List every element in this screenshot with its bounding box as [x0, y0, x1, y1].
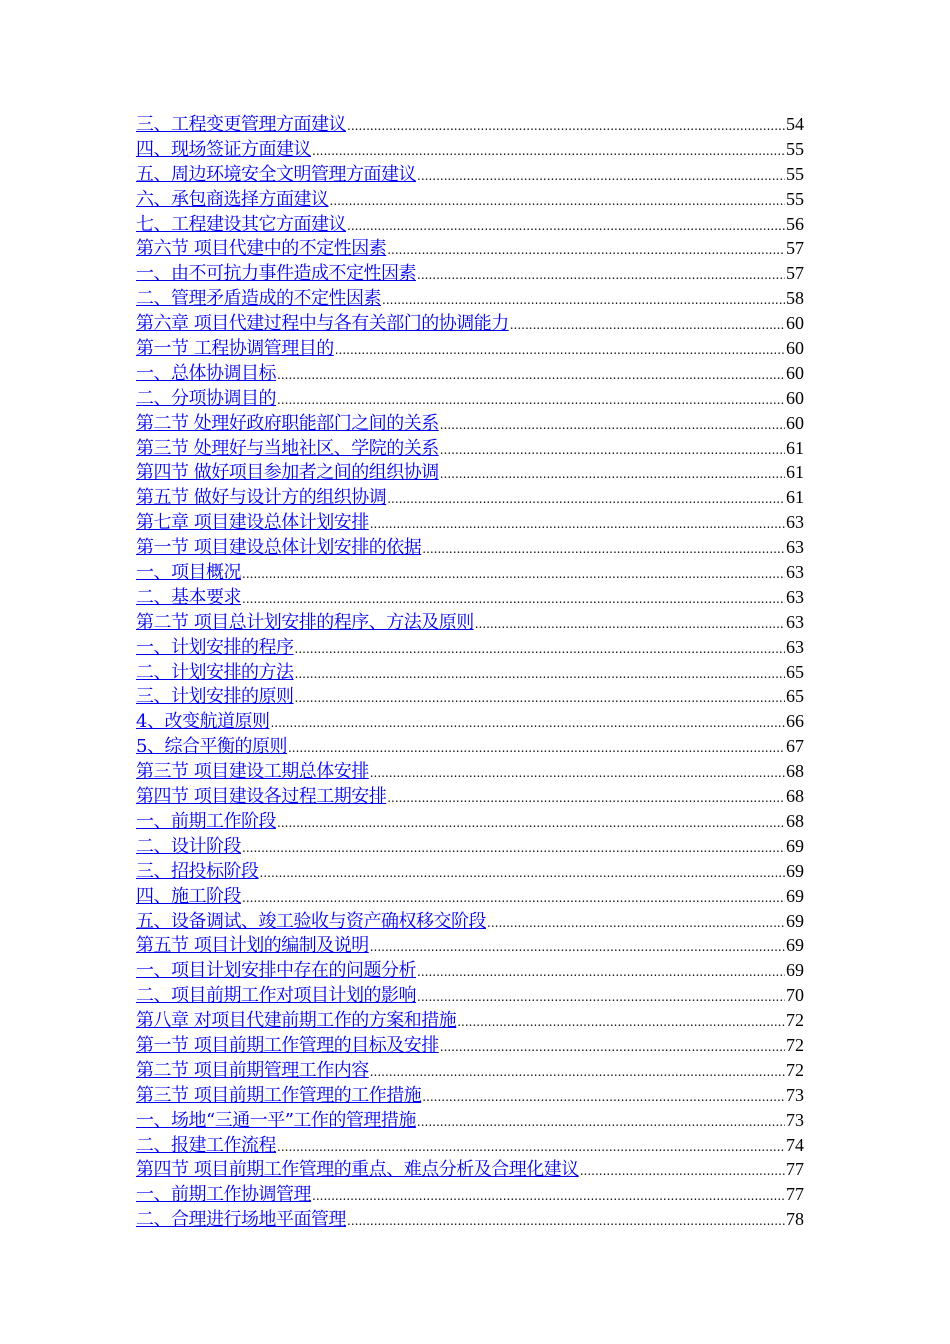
toc-entry[interactable]	[136, 709, 804, 734]
toc-entry-link[interactable]: 第六节 项目代建中的不定性因素	[136, 238, 387, 260]
toc-dot-leader	[242, 587, 785, 612]
toc-dot-leader	[487, 911, 785, 936]
toc-entry-link[interactable]: 第一节 工程协调管理目的	[136, 338, 334, 360]
toc-entry-link[interactable]: 第三节 项目建设工期总体安排	[136, 761, 369, 783]
toc-page-number: 78	[786, 1209, 804, 1230]
toc-page-number: 55	[786, 188, 804, 209]
toc-entry[interactable]	[136, 1033, 804, 1058]
toc-page-number: 72	[786, 1010, 804, 1031]
toc-entry[interactable]	[136, 1207, 804, 1232]
toc-entry-link[interactable]: 第五节 项目计划的编制及说明	[136, 935, 369, 957]
toc-page-number: 63	[786, 512, 804, 533]
toc-page-number: 72	[786, 1059, 804, 1080]
toc-dot-leader	[580, 1159, 785, 1184]
toc-dot-leader	[387, 238, 785, 263]
toc-entry-link[interactable]: 一、前期工作阶段	[136, 810, 276, 832]
toc-dot-leader	[422, 1085, 785, 1110]
toc-page-number: 54	[786, 114, 804, 134]
toc-page-number: 63	[786, 537, 804, 558]
toc-entry-link[interactable]: 二、合理进行场地平面管理	[136, 1209, 346, 1231]
toc-entry[interactable]	[136, 411, 804, 436]
toc-entry-link[interactable]: 七、工程建设其它方面建议	[136, 213, 346, 235]
toc-entry-link[interactable]: 一、场地“三通一平”工作的管理措施	[136, 1109, 416, 1131]
toc-entry-link[interactable]: 第六章 项目代建过程中与各有关部门的协调能力	[136, 313, 509, 335]
toc-page-number: 55	[786, 163, 804, 184]
toc-entry[interactable]	[136, 660, 804, 685]
toc-page-number: 58	[786, 288, 804, 309]
toc-entry[interactable]	[136, 1008, 804, 1033]
toc-page-number: 68	[786, 786, 804, 807]
toc-dot-leader	[382, 288, 785, 313]
toc-dot-leader	[312, 139, 785, 164]
toc-entry-link[interactable]: 第三节 处理好与当地社区、学院的关系	[136, 437, 439, 459]
toc-entry-link[interactable]: 第一节 项目建设总体计划安排的依据	[136, 537, 422, 559]
toc-page-number: 60	[786, 338, 804, 359]
toc-page-number: 63	[786, 562, 804, 583]
toc-page-number: 60	[786, 387, 804, 408]
toc-dot-leader	[370, 512, 785, 537]
toc-dot-leader	[440, 1035, 785, 1060]
toc-page-number: 61	[786, 437, 804, 458]
toc-entry[interactable]	[136, 261, 804, 286]
toc-entry-link[interactable]: 四、施工阶段	[136, 885, 241, 907]
toc-entry[interactable]	[136, 361, 804, 386]
toc-page-number: 74	[786, 1134, 804, 1155]
toc-entry-link[interactable]: 三、招投标阶段	[136, 860, 259, 882]
toc-dot-leader	[277, 388, 785, 413]
toc-dot-leader	[417, 960, 785, 985]
toc-page-number: 61	[786, 487, 804, 508]
toc-entry-link[interactable]: 二、项目前期工作对项目计划的影响	[136, 985, 416, 1007]
toc-entry-link[interactable]: 五、周边环境安全文明管理方面建议	[136, 163, 416, 185]
toc-dot-leader	[440, 413, 785, 438]
toc-entry[interactable]	[136, 909, 804, 934]
toc-page-number: 70	[786, 985, 804, 1006]
toc-entry[interactable]	[136, 884, 804, 909]
toc-dot-leader	[440, 462, 785, 487]
toc-page-number: 68	[786, 810, 804, 831]
toc-page-number: 60	[786, 362, 804, 383]
toc-dot-leader	[295, 686, 786, 711]
toc-page-number: 77	[786, 1159, 804, 1180]
toc-entry[interactable]	[136, 311, 804, 336]
toc-page-number: 56	[786, 213, 804, 234]
toc-entry[interactable]	[136, 560, 804, 585]
toc-page-number: 65	[786, 686, 804, 707]
toc-entry-link[interactable]: 第二节 项目前期管理工作内容	[136, 1059, 369, 1081]
toc-entry-link[interactable]: 一、项目计划安排中存在的问题分析	[136, 960, 416, 982]
toc-entry-link[interactable]: 第二节 项目总计划安排的程序、方法及原则	[136, 611, 474, 633]
toc-page-number: 69	[786, 885, 804, 906]
toc-entry[interactable]	[136, 510, 804, 535]
table-of-contents	[136, 112, 804, 1232]
toc-dot-leader	[242, 836, 785, 861]
toc-entry[interactable]	[136, 1058, 804, 1083]
toc-entry[interactable]	[136, 137, 804, 162]
toc-dot-leader	[387, 487, 785, 512]
toc-entry-link[interactable]: 一、总体协调目标	[136, 362, 276, 384]
toc-dot-leader	[260, 861, 786, 886]
toc-dot-leader	[288, 736, 785, 761]
toc-entry-link[interactable]: 二、管理矛盾造成的不定性因素	[136, 288, 381, 310]
toc-entry[interactable]	[136, 236, 804, 261]
toc-page-number: 66	[786, 711, 804, 732]
toc-dot-leader	[475, 612, 785, 637]
toc-entry-link[interactable]: 二、分项协调目的	[136, 387, 276, 409]
toc-dot-leader	[242, 562, 785, 587]
toc-entry-link[interactable]: 一、由不可抗力事件造成不定性因素	[136, 263, 416, 285]
toc-dot-leader	[510, 313, 785, 338]
toc-page-number: 69	[786, 860, 804, 881]
toc-dot-leader	[417, 263, 785, 288]
toc-page-number: 61	[786, 462, 804, 483]
toc-page-number: 69	[786, 935, 804, 956]
toc-page-number: 72	[786, 1034, 804, 1055]
toc-dot-leader	[347, 114, 785, 139]
toc-entry[interactable]	[136, 1157, 804, 1182]
toc-page-number: 73	[786, 1109, 804, 1130]
toc-entry[interactable]	[136, 958, 804, 983]
toc-entry-link[interactable]: 六、承包商选择方面建议	[136, 188, 329, 210]
toc-dot-leader	[312, 1184, 785, 1209]
toc-page-number: 63	[786, 611, 804, 632]
toc-entry[interactable]	[136, 162, 804, 187]
toc-entry[interactable]	[136, 834, 804, 859]
toc-dot-leader	[295, 637, 786, 662]
toc-page-number: 68	[786, 761, 804, 782]
toc-page-number: 65	[786, 661, 804, 682]
toc-page-number: 60	[786, 412, 804, 433]
toc-dot-leader	[295, 662, 786, 687]
toc-entry-link[interactable]: 二、计划安排的方法	[136, 661, 294, 683]
toc-entry[interactable]	[136, 286, 804, 311]
toc-page-number: 57	[786, 263, 804, 284]
toc-entry[interactable]	[136, 336, 804, 361]
toc-dot-leader	[370, 935, 785, 960]
toc-dot-leader	[370, 761, 785, 786]
toc-dot-leader	[387, 786, 785, 811]
toc-page-number: 69	[786, 960, 804, 981]
toc-entry-link[interactable]: 第五节 做好与设计方的组织协调	[136, 487, 387, 509]
toc-dot-leader	[417, 164, 785, 189]
toc-dot-leader	[335, 338, 785, 363]
toc-entry-link[interactable]: 第二节 处理好政府职能部门之间的关系	[136, 412, 439, 434]
toc-entry[interactable]	[136, 585, 804, 610]
toc-entry[interactable]	[136, 809, 804, 834]
toc-entry[interactable]	[136, 1083, 804, 1108]
toc-entry-link[interactable]: 三、工程变更管理方面建议	[136, 114, 346, 135]
toc-page-number: 77	[786, 1184, 804, 1205]
toc-entry-link[interactable]: 三、计划安排的原则	[136, 686, 294, 708]
toc-page-number: 63	[786, 636, 804, 657]
toc-dot-leader	[330, 189, 786, 214]
toc-entry-link[interactable]: 一、前期工作协调管理	[136, 1184, 311, 1206]
toc-entry[interactable]	[136, 460, 804, 485]
toc-entry[interactable]	[136, 784, 804, 809]
toc-dot-leader	[417, 1110, 785, 1135]
toc-entry[interactable]	[136, 610, 804, 635]
toc-page-number: 73	[786, 1084, 804, 1105]
toc-entry[interactable]	[136, 859, 804, 884]
toc-entry[interactable]	[136, 436, 804, 461]
toc-page-number: 60	[786, 313, 804, 334]
toc-entry-link[interactable]: 二、设计阶段	[136, 835, 241, 857]
toc-entry[interactable]	[136, 485, 804, 510]
toc-dot-leader	[422, 537, 785, 562]
toc-entry[interactable]	[136, 386, 804, 411]
toc-dot-leader	[417, 985, 785, 1010]
toc-dot-leader	[277, 1135, 785, 1160]
toc-entry[interactable]	[136, 187, 804, 212]
toc-entry[interactable]	[136, 212, 804, 237]
toc-dot-leader	[270, 711, 785, 736]
toc-dot-leader	[277, 363, 785, 388]
toc-entry-link[interactable]: 第四节 项目建设各过程工期安排	[136, 786, 387, 808]
toc-dot-leader	[242, 886, 785, 911]
toc-dot-leader	[457, 1010, 785, 1035]
toc-page-number: 67	[786, 736, 804, 757]
toc-entry-link[interactable]: 一、项目概况	[136, 562, 241, 584]
toc-entry[interactable]	[136, 1182, 804, 1207]
toc-entry[interactable]	[136, 734, 804, 759]
toc-dot-leader	[277, 811, 785, 836]
toc-entry-link[interactable]: 第四节 做好项目参加者之间的组织协调	[136, 462, 439, 484]
toc-entry-link[interactable]: 4、改变航道原则	[136, 711, 270, 733]
toc-entry-link[interactable]: 5、综合平衡的原则	[136, 736, 287, 758]
toc-entry-link[interactable]: 一、计划安排的程序	[136, 636, 294, 658]
toc-entry[interactable]	[136, 933, 804, 958]
toc-entry[interactable]	[136, 684, 804, 709]
toc-entry[interactable]	[136, 535, 804, 560]
toc-entry-link[interactable]: 二、报建工作流程	[136, 1134, 276, 1156]
toc-entry-link[interactable]: 第八章 对项目代建前期工作的方案和措施	[136, 1010, 457, 1032]
toc-dot-leader	[347, 1209, 785, 1234]
toc-dot-leader	[347, 214, 785, 239]
toc-entry-link[interactable]: 二、基本要求	[136, 586, 241, 608]
toc-page-number: 57	[786, 238, 804, 259]
toc-entry[interactable]	[136, 635, 804, 660]
toc-entry-link[interactable]: 第一节 项目前期工作管理的目标及安排	[136, 1034, 439, 1056]
toc-entry[interactable]	[136, 759, 804, 784]
toc-page-number: 55	[786, 138, 804, 159]
toc-entry[interactable]	[136, 1133, 804, 1158]
toc-entry-link[interactable]: 四、现场签证方面建议	[136, 138, 311, 160]
toc-entry[interactable]	[136, 112, 804, 137]
toc-entry-link[interactable]: 五、设备调试、竣工验收与资产确权移交阶段	[136, 910, 486, 932]
toc-entry-link[interactable]: 第四节 项目前期工作管理的重点、难点分析及合理化建议	[136, 1159, 579, 1181]
toc-dot-leader	[370, 1060, 785, 1085]
toc-page-number: 69	[786, 835, 804, 856]
toc-entry[interactable]	[136, 983, 804, 1008]
toc-entry-link[interactable]: 第七章 项目建设总体计划安排	[136, 512, 369, 534]
toc-entry-link[interactable]: 第三节 项目前期工作管理的工作措施	[136, 1084, 422, 1106]
toc-page-number: 63	[786, 586, 804, 607]
toc-entry[interactable]	[136, 1108, 804, 1133]
toc-page-number: 69	[786, 910, 804, 931]
toc-dot-leader	[440, 438, 785, 463]
